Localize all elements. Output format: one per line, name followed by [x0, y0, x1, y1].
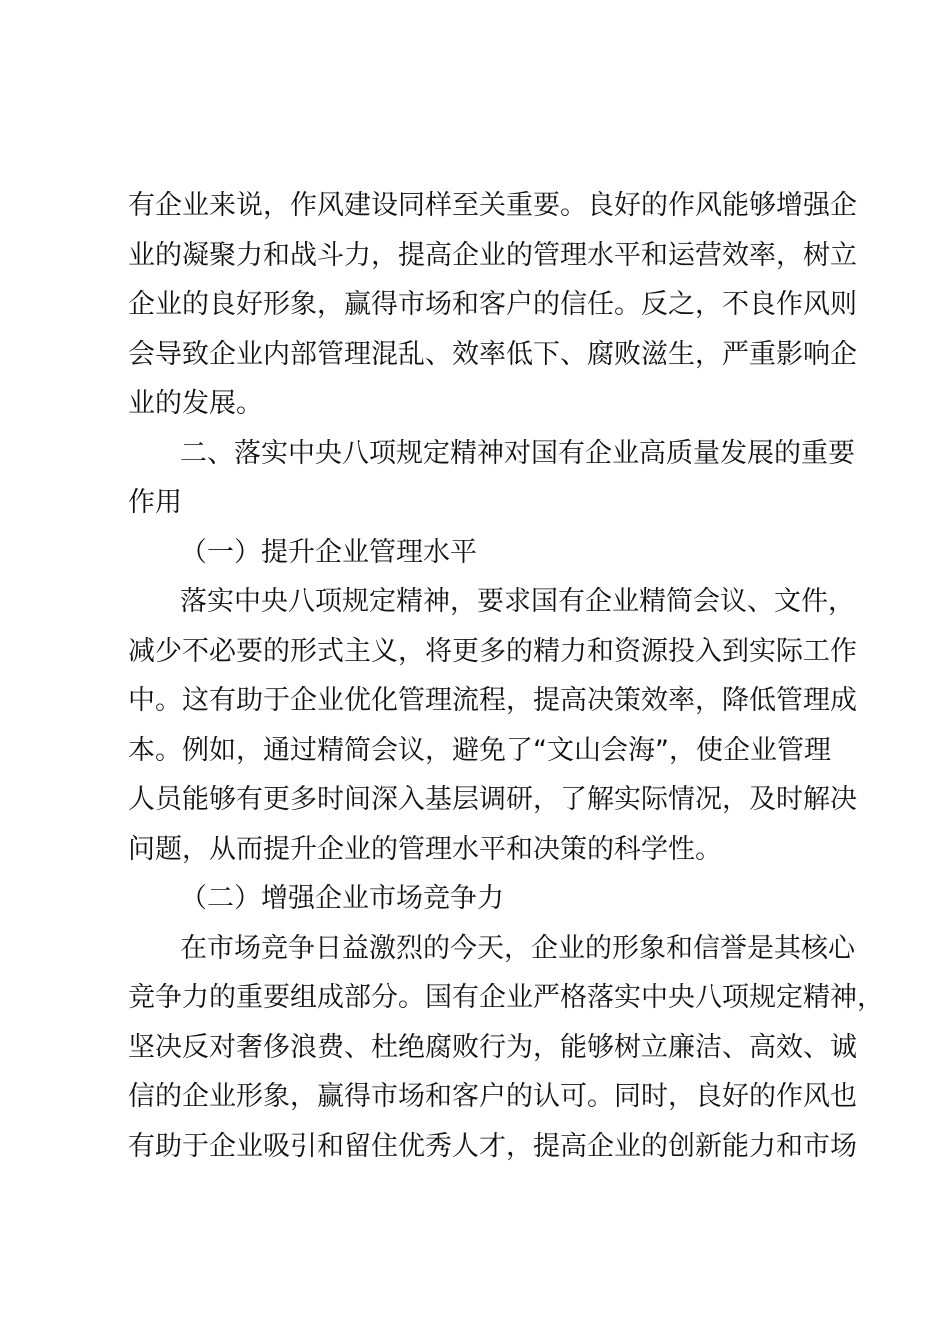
body-text-line: 会导致企业内部管理混乱、效率低下、腐败滋生，严重影响企: [128, 339, 857, 370]
body-text-line: 中。这有助于企业优化管理流程，提高决策效率，降低管理成: [128, 685, 857, 716]
body-text-line: 企业的良好形象，赢得市场和客户的信任。反之，不良作风则: [128, 289, 857, 320]
body-text-line: 在市场竞争日益激烈的今天，企业的形象和信誉是其核心: [180, 933, 855, 964]
body-text-line: 有企业来说，作风建设同样至关重要。良好的作风能够增强企: [128, 190, 857, 221]
body-text-line: 信的企业形象，赢得市场和客户的认可。同时，良好的作风也: [128, 1081, 857, 1112]
body-text-line: 有助于企业吸引和留住优秀人才，提高企业的创新能力和市场: [128, 1131, 857, 1162]
body-text-line: 坚决反对奢侈浪费、杜绝腐败行为，能够树立廉洁、高效、诚: [128, 1032, 857, 1063]
subsection-heading-1: （一）提升企业管理水平: [180, 537, 477, 568]
body-text-line: 本。例如，通过精简会议，避免了“文山会海”，使企业管理: [128, 735, 831, 766]
body-text-line: 减少不必要的形式主义，将更多的精力和资源投入到实际工作: [128, 636, 857, 667]
body-text-line: 竞争力的重要组成部分。国有企业严格落实中央八项规定精神，: [128, 982, 884, 1013]
section-heading: 二、落实中央八项规定精神对国有企业高质量发展的重要: [180, 438, 855, 469]
body-text-line: 问题，从而提升企业的管理水平和决策的科学性。: [128, 834, 722, 865]
body-text-line: 落实中央八项规定精神，要求国有企业精简会议、文件，: [180, 586, 855, 617]
body-text-line: 业的凝聚力和战斗力，提高企业的管理水平和运营效率，树立: [128, 240, 857, 271]
subsection-heading-2: （二）增强企业市场竞争力: [180, 883, 504, 914]
body-text-line: 业的发展。: [128, 388, 263, 419]
section-heading-continued: 作用: [128, 487, 182, 518]
body-text-line: 人员能够有更多时间深入基层调研，了解实际情况，及时解决: [128, 784, 857, 815]
